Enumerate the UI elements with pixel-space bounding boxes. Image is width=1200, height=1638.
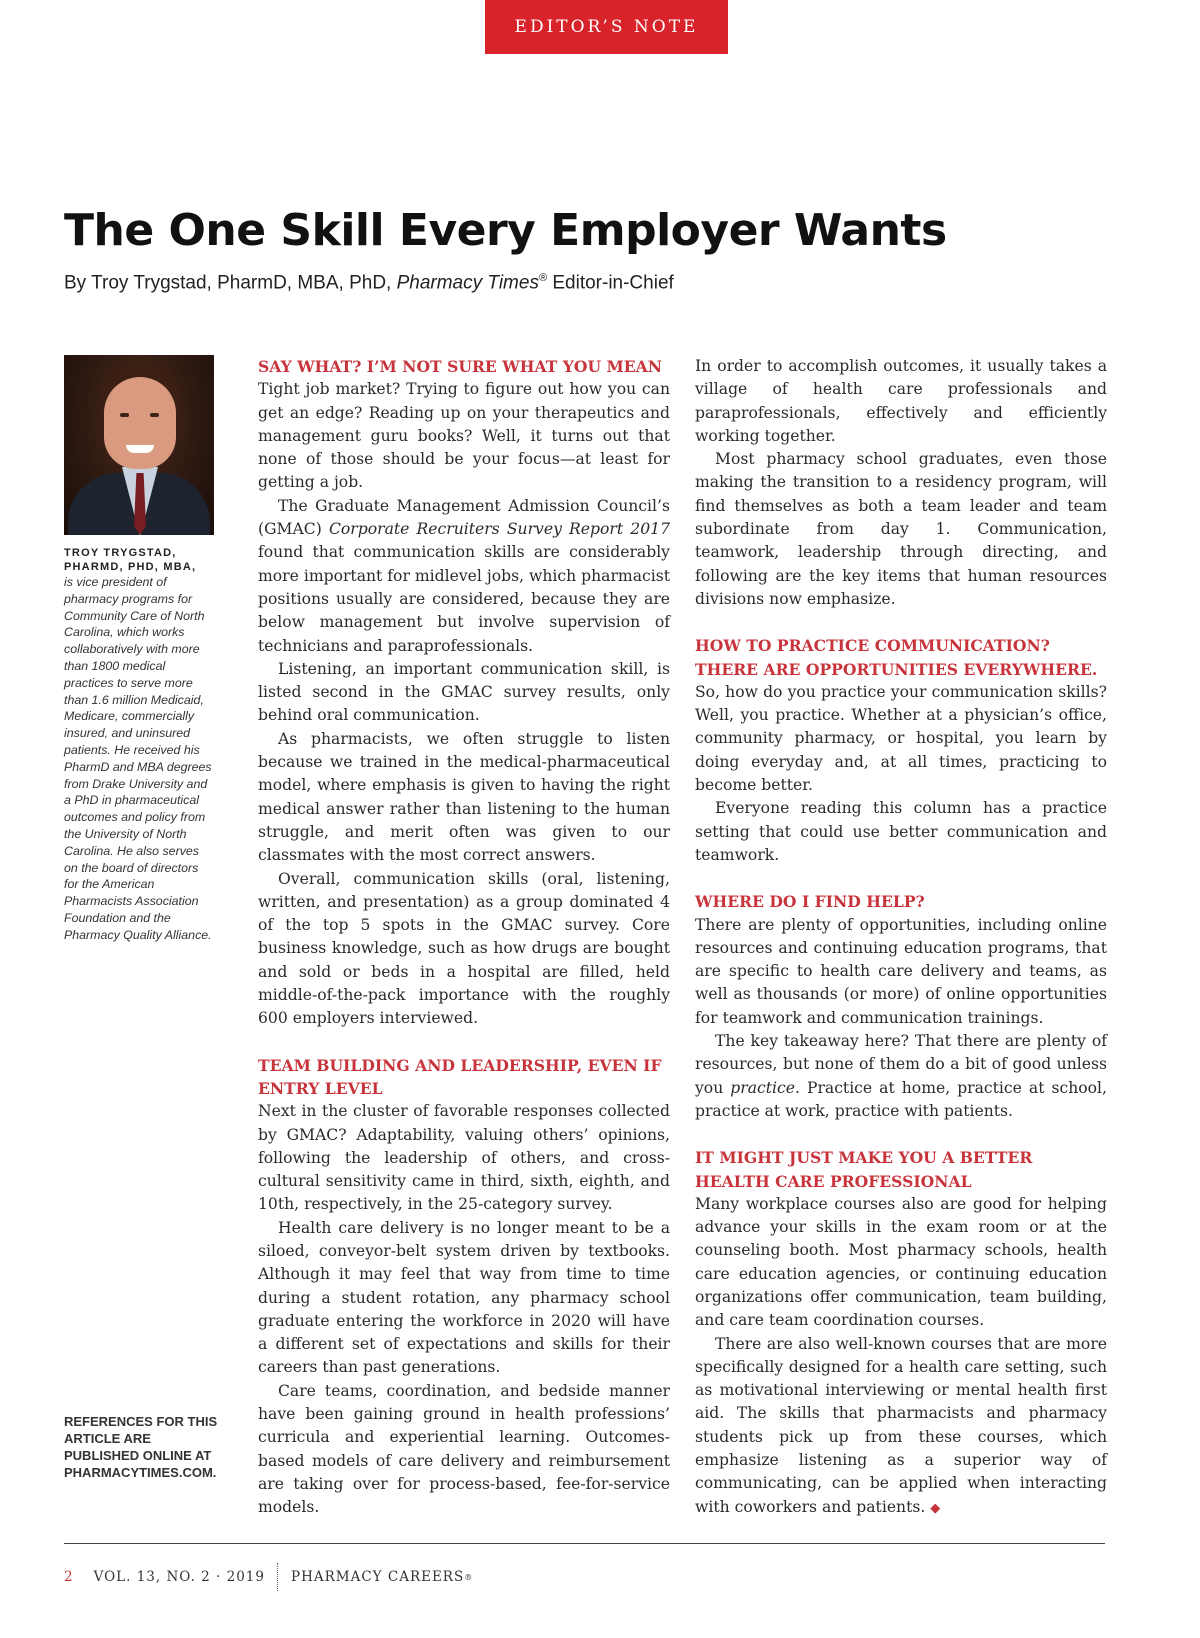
registered-mark: ®	[538, 272, 548, 284]
author-bio	[64, 546, 214, 944]
paragraph: There are plenty of opportunities, including online resources and continuing education programs, that are specific to health care delivery and teams, as well as thousands (or more) of online opportunities for teamwork and communication trainings.	[695, 915, 1107, 1027]
publication-name: PHARMACY CAREERS	[290, 1569, 465, 1585]
paragraph: Most pharmacy school graduates, even those making the transition to a residency program, will find themselves as both a team leader and team subordinate from day 1. Communication, teamwork, leadership through directing, and following are the key items that human resources divisions now emphasize.	[695, 450, 1107, 608]
paragraph: There are also well-known courses that are more specifically designed for a health care setting, such as motivational interviewing or mental health first aid. The skills that pharmacists and pharmacy students pick up from these courses, which emphasize listening as a superior way of communicating, can be applied when interacting with coworkers and patients. ◆	[695, 1334, 1107, 1516]
subhead-better-professional: IT MIGHT JUST MAKE YOU A BETTER HEALTH CARE PROFESSIONAL	[695, 1148, 1033, 1191]
article-column-2	[695, 355, 1107, 1520]
page-number: 2	[64, 1569, 74, 1585]
section-tab-label: EDITOR’S NOTE	[514, 17, 699, 37]
subhead-team-building: TEAM BUILDING AND LEADERSHIP, EVEN IF ENTRY LEVEL	[258, 1055, 662, 1098]
report-title: Corporate Recruiters Survey Report 2017	[328, 520, 670, 539]
emphasis-practice: practice	[730, 1078, 795, 1097]
end-mark-icon: ◆	[930, 1500, 941, 1516]
footer-rule	[64, 1543, 1105, 1544]
paragraph: Many workplace courses also are good for helping advance your skills in the exam room or at the counseling booth. Most pharmacy schools, health care education agencies, or continuing education organizations offer communication, team building, and care team coordination courses.	[695, 1194, 1107, 1330]
byline-publication: Pharmacy Times	[396, 272, 539, 294]
section-tab-editors-note	[485, 0, 728, 54]
article-title: The One Skill Every Employer Wants	[64, 205, 947, 256]
bio-text: is vice president of pharmacy programs for Community Care of North Carolina, which works collaboratively with more than 1800 medical practices to serve more than 1.6 million Medicaid, Medicare, commercially insured, and uninsured patients. He received his PharmD and MBA degrees from Drake University and a PhD in pharmaceutical outcomes and policy from the University of North Carolina. He also serves on the board of directors for the American Pharmacists Association Foundation and the Pharmacy Quality Alliance.	[64, 575, 212, 942]
paragraph: Care teams, coordination, and bedside manner have been gaining ground in health professions’ curricula and experiential learning. Outcomes-based models of care delivery and reimbursement are taking over for process-based, fee-for-service models.	[258, 1381, 670, 1517]
paragraph: The Graduate Management Admission Council’s (GMAC) Corporate Recruiters Survey Report 2017 found that communication skills are considerably more important for midlevel jobs, which pharmacist positions usually are considered, because they are below management but involve supervision of technicians and paraprofessionals.	[258, 496, 670, 655]
paragraph: Next in the cluster of favorable responses collected by GMAC? Adaptability, valuing others’ opinions, following the leadership of others, and cross-cultural sensitivity came in third, sixth, eighth, and 10th, respectively, in the 25-category survey.	[258, 1102, 670, 1214]
paragraph: As pharmacists, we often struggle to listen because we trained in the medical-pharmaceutical model, where emphasis is given to having the right medical answer rather than listening to the human struggle, and merit often was given to our classmates with the most correct answers.	[258, 729, 670, 865]
paragraph: Tight job market? Trying to figure out how you can get an edge? Reading up on your therapeutics and management guru books? Well, it turns out that none of those should be your focus—at least for getting a job.	[258, 380, 670, 492]
bio-name: TROY TRYGSTAD, PHARMD, PHD, MBA,	[64, 547, 197, 573]
article-column-1	[258, 355, 670, 1520]
footer-divider	[277, 1563, 279, 1591]
paragraph: Overall, communication skills (oral, listening, written, and presentation) as a group dominated 4 of the top 5 spots in the GMAC survey. Core business knowledge, such as how drugs are bought and sold or beds in a hospital are filled, held middle-of-the-pack importance with the roughly 600 employers interviewed.	[258, 869, 670, 1028]
references-note: REFERENCES FOR THIS ARTICLE ARE PUBLISHED ONLINE AT PHARMACYTIMES.COM.	[64, 1414, 218, 1480]
page-footer	[64, 1563, 473, 1591]
paragraph: In order to accomplish outcomes, it usually takes a village of health care professionals and paraprofessionals, effectively and efficiently working together.	[695, 357, 1107, 445]
paragraph: Listening, an important communication skill, is listed second in the GMAC survey results, only behind oral communication.	[258, 659, 670, 725]
byline	[64, 272, 674, 294]
issue-info: VOL. 13, NO. 2 · 2019	[93, 1569, 265, 1585]
subhead-find-help: WHERE DO I FIND HELP?	[695, 892, 925, 912]
byline-author: By Troy Trygstad, PharmD, MBA, PhD,	[64, 272, 397, 294]
paragraph: So, how do you practice your communication skills? Well, you practice. Whether at a physician’s office, community pharmacy, or hospital, you learn by doing everyday and, at all times, practicing to become better.	[695, 682, 1107, 795]
author-photo	[64, 355, 214, 535]
paragraph: The key takeaway here? That there are plenty of resources, but none of them do a bit of good unless you practice. Practice at home, practice at school, practice at work, practice with patients.	[695, 1032, 1107, 1120]
registered-mark: ®	[464, 1572, 474, 1582]
subhead-say-what: SAY WHAT? I’M NOT SURE WHAT YOU MEAN	[258, 357, 662, 376]
subhead-how-to-practice: HOW TO PRACTICE COMMUNICATION? THERE ARE OPPORTUNITIES EVERYWHERE.	[695, 636, 1098, 679]
paragraph: Everyone reading this column has a practice setting that could use better communication and teamwork.	[695, 799, 1107, 864]
byline-role: Editor-in-Chief	[547, 272, 674, 294]
paragraph: Health care delivery is no longer meant to be a siloed, conveyor-belt system driven by textbooks. Although it may feel that way from time to time during a student rotation, any pharmacy school graduate entering the workforce in 2020 will have a different set of expectations and skills for their careers than past generations.	[258, 1218, 670, 1377]
